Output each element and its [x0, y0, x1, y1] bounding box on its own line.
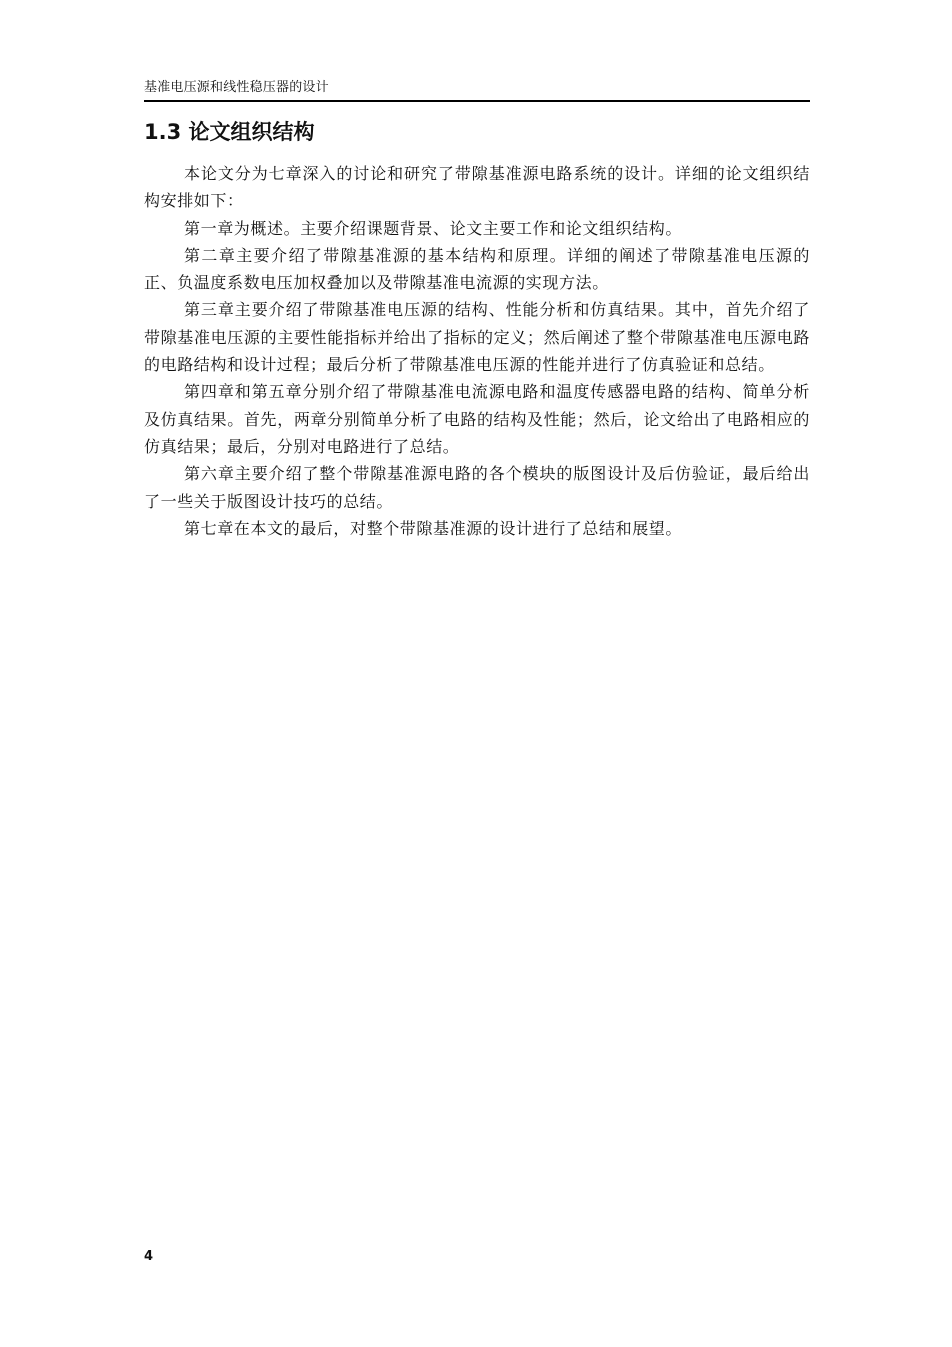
paragraph-chapter-3: 第三章主要介绍了带隙基准电压源的结构、性能分析和仿真结果。其中，首先介绍了带隙基准电压源的主要性能指标并给出了指标的定义；然后阐述了整个带隙基准电压源电路的电路结构和设计过程；最后分析了带隙基准电压源的性能并进行了仿真验证和总结。	[144, 300, 810, 375]
page-number: 4	[144, 1249, 154, 1264]
body-text	[144, 160, 810, 542]
paragraph-chapter-1: 第一章为概述。主要介绍课题背景、论文主要工作和论文组织结构。	[184, 218, 683, 238]
paragraph-chapter-6: 第六章主要介绍了整个带隙基准源电路的各个模块的版图设计及后仿验证，最后给出了一些关于版图设计技巧的总结。	[144, 464, 810, 511]
section-title: 1.3 论文组织结构	[144, 120, 315, 144]
running-header-title: 基准电压源和线性稳压器的设计	[144, 80, 329, 95]
paragraph-chapter-2: 第二章主要介绍了带隙基准源的基本结构和原理。详细的阐述了带隙基准电压源的正、负温度系数电压加权叠加以及带隙基准电流源的实现方法。	[144, 245, 810, 293]
running-header	[144, 78, 810, 102]
paragraph-intro: 本论文分为七章深入的讨论和研究了带隙基准源电路系统的设计。详细的论文组织结构安排如下：	[144, 164, 810, 211]
paragraph-chapter-4-5: 第四章和第五章分别介绍了带隙基准电流源电路和温度传感器电路的结构、简单分析及仿真结果。首先，两章分别简单分析了电路的结构及性能；然后，论文给出了电路相应的仿真结果；最后，分别对电路进行了总结。	[144, 382, 810, 456]
paragraph-chapter-7: 第七章在本文的最后，对整个带隙基准源的设计进行了总结和展望。	[184, 518, 683, 538]
